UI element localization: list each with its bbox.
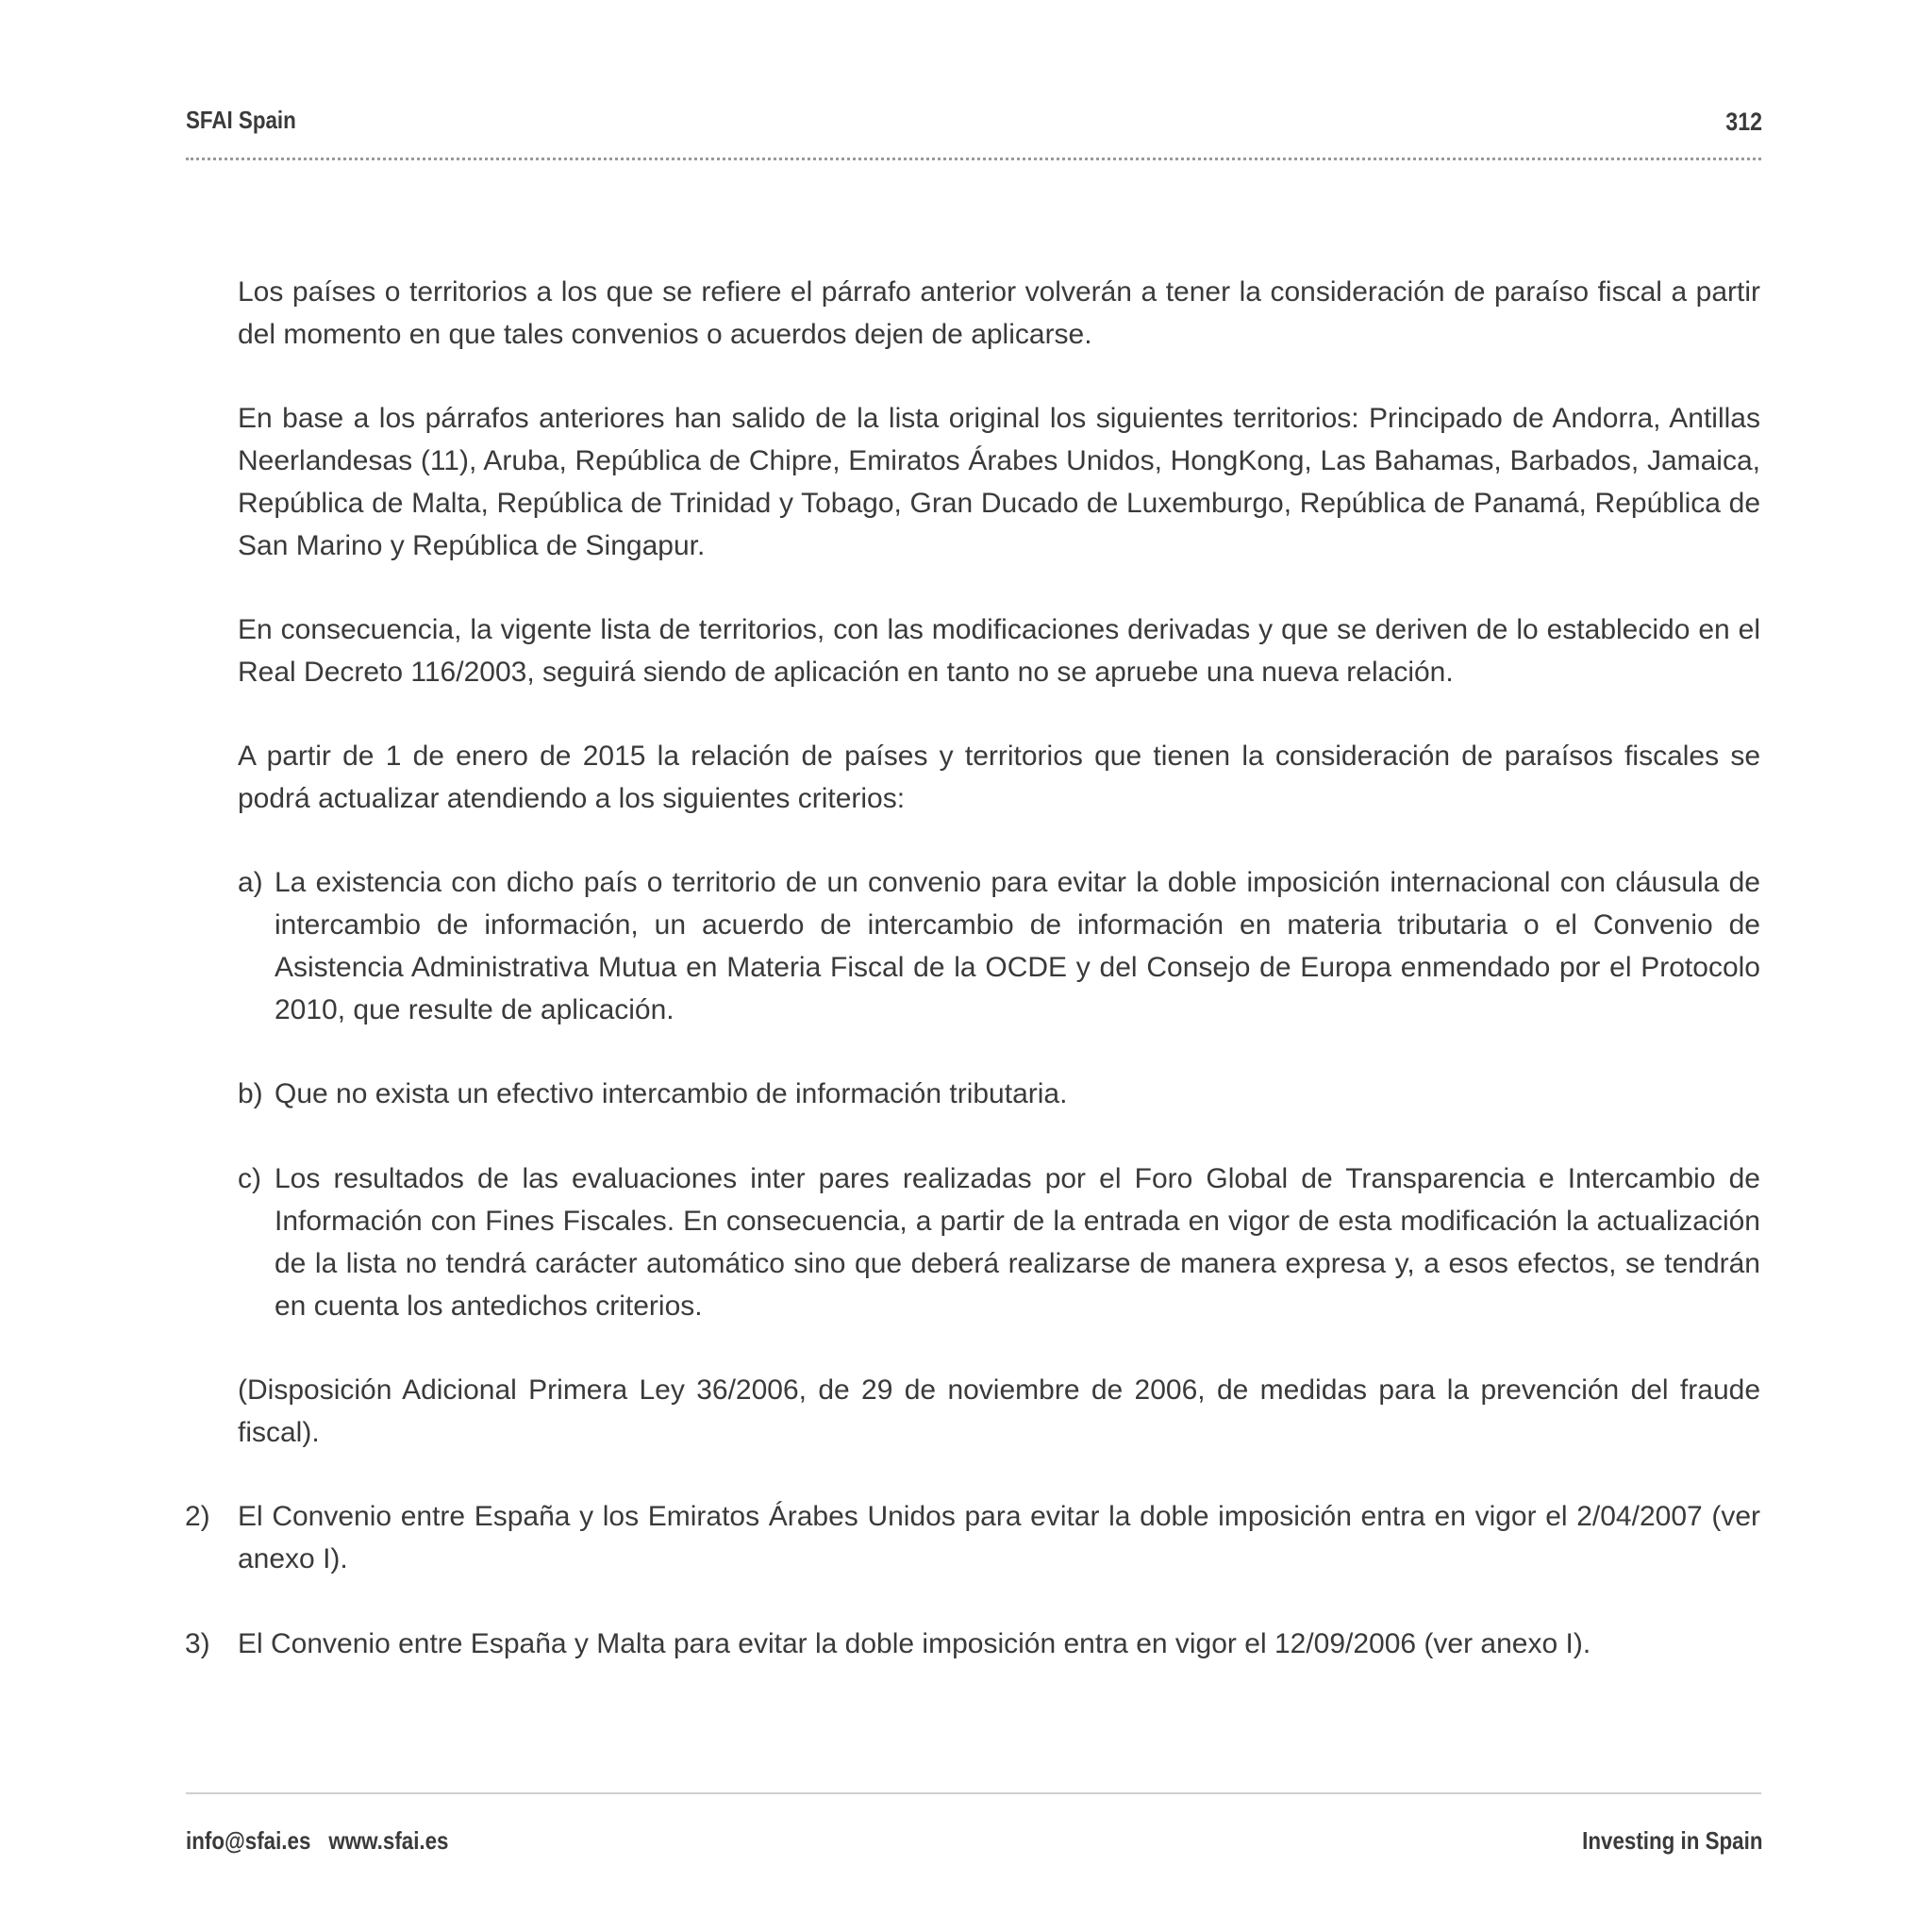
criterion-marker: a)	[238, 867, 263, 898]
paragraph-update-criteria-intro: A partir de 1 de enero de 2015 la relación de países y territorios que tienen la consideración de paraísos fiscales se podrá actualizar atendiendo a los siguientes criterios:	[238, 741, 1760, 814]
note-item	[185, 1495, 1760, 1580]
note-marker: 2)	[185, 1501, 210, 1532]
criterion-item	[238, 1158, 1760, 1327]
criterion-text: Los resultados de las evaluaciones inter pares realizadas por el Foro Global de Transparencia e Intercambio de Información con Fines Fiscales. En consecuencia, a partir de la entrada en vigor de esta modificación la actualización de la lista no tendrá carácter automático sino que deberá realizarse de manera expresa y, a esos efectos, se tendrán en cuenta los antedichos criterios.	[275, 1163, 1760, 1322]
header-brand: SFAI Spain	[186, 106, 296, 134]
footer-email: info@sfai.es	[186, 1826, 311, 1855]
page-header	[186, 106, 1541, 143]
paragraph-legal-reference: (Disposición Adicional Primera Ley 36/2006, de 29 de noviembre de 2006, de medidas para la prevención del fraude fiscal).	[238, 1374, 1760, 1448]
note-text: El Convenio entre España y Malta para evitar la doble imposición entra en vigor el 12/09/2006 (ver anexo I).	[238, 1628, 1591, 1659]
footer-website: www.sfai.es	[328, 1826, 449, 1855]
footer-tagline: Investing in Spain	[1581, 1826, 1762, 1855]
note-marker: 3)	[185, 1628, 210, 1659]
footer-divider	[186, 1792, 1761, 1794]
footer-contact	[186, 1826, 448, 1856]
criterion-item	[238, 861, 1760, 1031]
paragraph-removed-territories: En base a los párrafos anteriores han salido de la lista original los siguientes territorios: Principado de Andorra, Antillas Neerlandesas (11), Aruba, República de Chipre, Emiratos Árabes Unidos, HongKong, Las Bahamas, Barbados, Jamaica, República de Malta, República de Trinidad y Tobago, Gran Ducado de Luxemburgo, República de Panamá, República de San Marino y República de Singapur.	[238, 403, 1760, 561]
paragraph-current-list: En consecuencia, la vigente lista de territorios, con las modificaciones derivadas y que se deriven de lo establecido en el Real Decreto 116/2003, seguirá siendo de aplicación en tanto no se apruebe una nueva relación.	[238, 614, 1760, 688]
criterion-text: La existencia con dicho país o territorio de un convenio para evitar la doble imposición internacional con cláusula de intercambio de información, un acuerdo de intercambio de información en materia tributaria o el Convenio de Asistencia Administrativa Mutua en Materia Fiscal de la OCDE y del Consejo de Europa enmendado por el Protocolo 2010, que resulte de aplicación.	[275, 867, 1760, 1025]
criterion-item	[238, 1073, 1760, 1115]
header-divider	[186, 158, 1761, 160]
paragraph-reinstatement: Los países o territorios a los que se refiere el párrafo anterior volverán a tener la consideración de paraíso fiscal a partir del momento en que tales convenios o acuerdos dejen de aplicarse.	[238, 276, 1760, 350]
criterion-marker: c)	[238, 1163, 261, 1194]
criterion-text: Que no exista un efectivo intercambio de información tributaria.	[275, 1078, 1068, 1109]
note-item	[185, 1623, 1760, 1665]
criterion-marker: b)	[238, 1078, 263, 1109]
note-text: El Convenio entre España y los Emiratos Árabes Unidos para evitar la doble imposición entra en vigor el 2/04/2007 (ver anexo I).	[238, 1501, 1760, 1574]
page-number: 312	[1725, 108, 1762, 136]
